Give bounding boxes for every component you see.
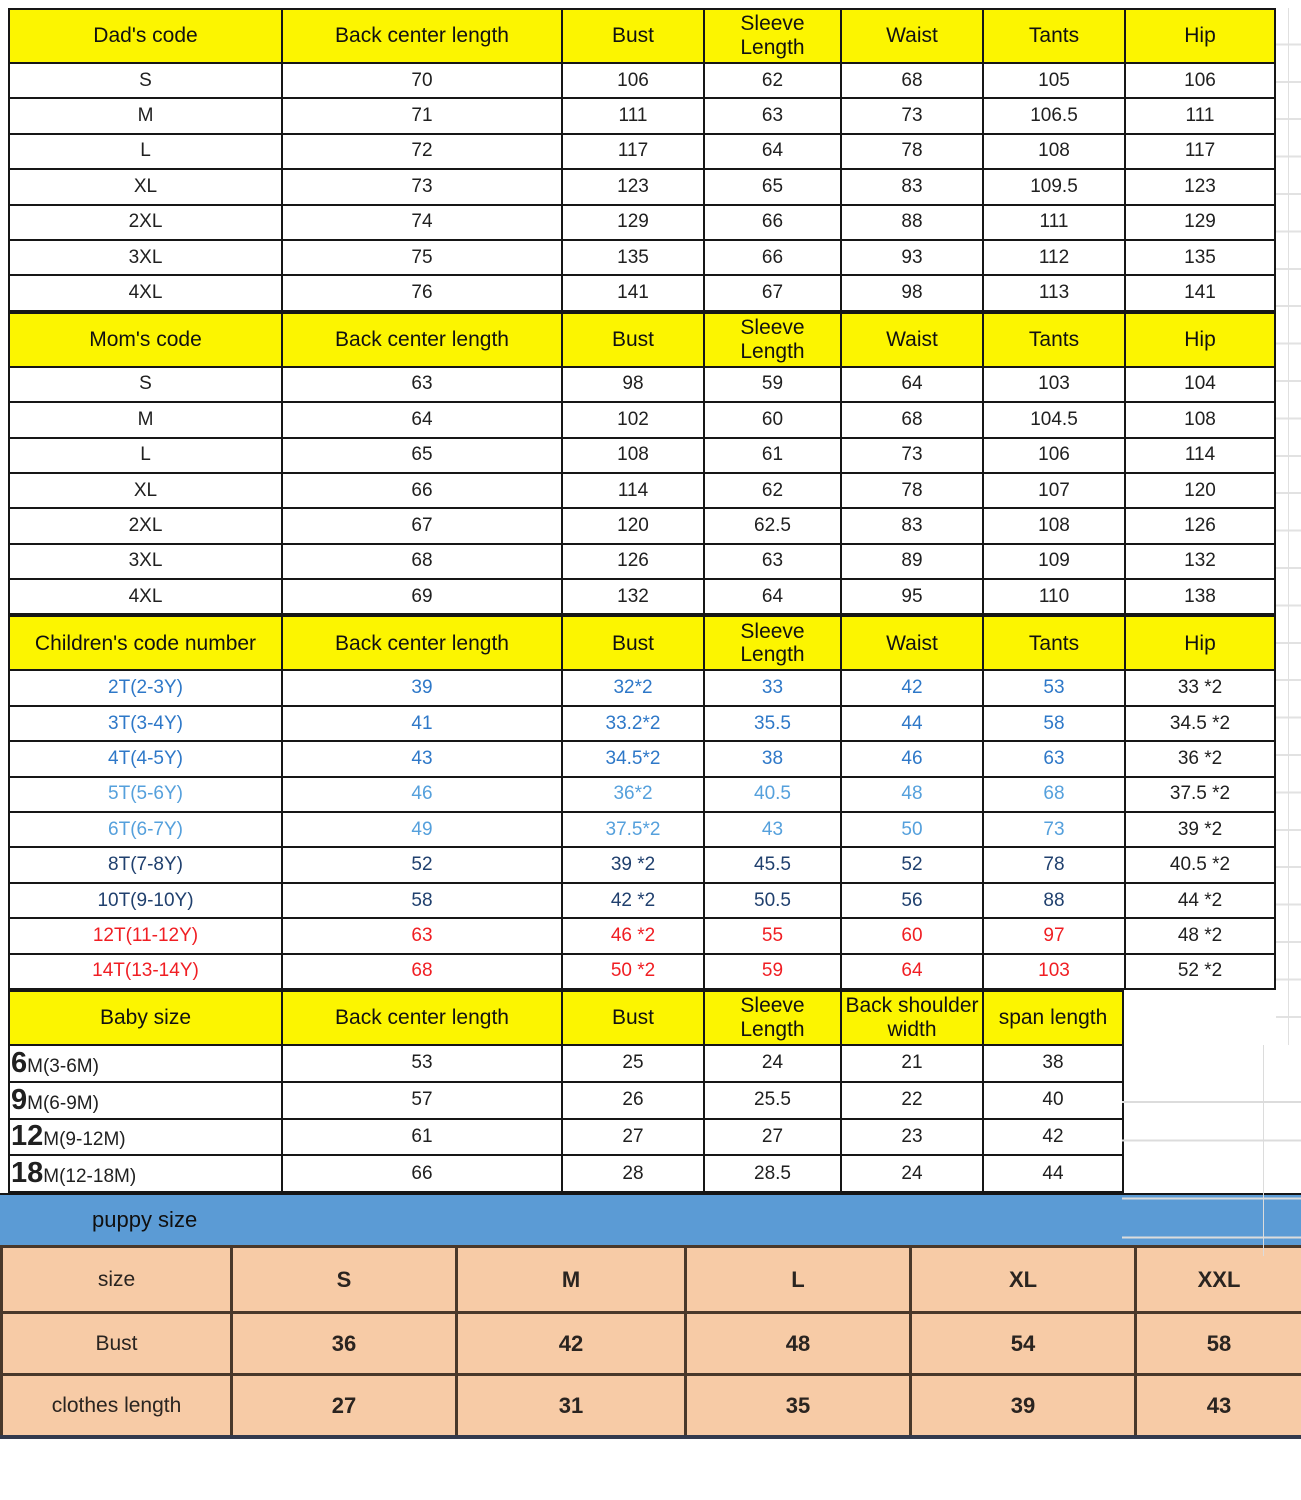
data-cell: 43 xyxy=(1136,1375,1301,1438)
data-cell: 113 xyxy=(983,275,1125,310)
data-cell: 33 xyxy=(704,670,841,705)
data-cell: 109 xyxy=(983,544,1125,579)
data-cell: 40 xyxy=(983,1082,1123,1119)
table-row xyxy=(9,741,1275,776)
data-cell: 42 xyxy=(841,670,983,705)
data-cell: 123 xyxy=(562,169,704,204)
table-row xyxy=(9,847,1275,882)
table-row xyxy=(9,473,1275,508)
data-cell: 57 xyxy=(282,1082,562,1119)
data-cell: 45.5 xyxy=(704,847,841,882)
children-size-table xyxy=(8,615,1276,990)
data-cell: 50.5 xyxy=(704,883,841,918)
data-cell: 35.5 xyxy=(704,706,841,741)
data-cell: 105 xyxy=(983,63,1125,98)
header-cell: Back center length xyxy=(282,9,562,63)
data-cell: 43 xyxy=(282,741,562,776)
spreadsheet-gridlines-right xyxy=(1276,8,1301,1045)
data-cell: 53 xyxy=(282,1045,562,1082)
data-cell: 83 xyxy=(841,169,983,204)
data-cell: 64 xyxy=(704,579,841,614)
data-cell: 75 xyxy=(282,240,562,275)
data-cell: M xyxy=(9,402,282,437)
data-cell: 106 xyxy=(1125,63,1275,98)
data-cell: 73 xyxy=(282,169,562,204)
data-cell: 46 xyxy=(841,741,983,776)
table-row xyxy=(9,579,1275,614)
header-cell: Bust xyxy=(562,991,704,1045)
table-row xyxy=(9,1155,1123,1192)
table-row xyxy=(9,883,1275,918)
data-cell: 123 xyxy=(1125,169,1275,204)
data-cell: 10T(9-10Y) xyxy=(9,883,282,918)
data-cell: 110 xyxy=(983,579,1125,614)
data-cell: 103 xyxy=(983,954,1125,989)
data-cell: 41 xyxy=(282,706,562,741)
data-cell: 120 xyxy=(1125,473,1275,508)
data-cell: 52 xyxy=(841,847,983,882)
table-row xyxy=(9,918,1275,953)
header-cell: Tants xyxy=(983,616,1125,670)
header-cell: Hip xyxy=(1125,616,1275,670)
data-cell: 66 xyxy=(704,205,841,240)
data-cell: 78 xyxy=(841,473,983,508)
data-cell: 83 xyxy=(841,508,983,543)
header-cell: Sleeve Length xyxy=(704,991,841,1045)
data-cell: 106 xyxy=(983,438,1125,473)
data-cell: 38 xyxy=(704,741,841,776)
data-cell: 108 xyxy=(983,508,1125,543)
data-cell: 78 xyxy=(983,847,1125,882)
data-cell: 62 xyxy=(704,473,841,508)
mom-header-row xyxy=(9,313,1275,367)
data-cell: 68 xyxy=(282,954,562,989)
header-cell: Dad's code xyxy=(9,9,282,63)
data-cell: 54 xyxy=(911,1313,1136,1375)
table-row xyxy=(2,1313,1301,1375)
data-cell: 6T(6-7Y) xyxy=(9,812,282,847)
data-cell: 126 xyxy=(1125,508,1275,543)
data-cell: 28 xyxy=(562,1155,704,1192)
table-row xyxy=(9,240,1275,275)
table-row xyxy=(9,98,1275,133)
table-row xyxy=(9,777,1275,812)
data-cell: 28.5 xyxy=(704,1155,841,1192)
table-row xyxy=(9,402,1275,437)
baby-size-table xyxy=(8,990,1124,1193)
puppy-size-band-label: puppy size xyxy=(92,1207,198,1233)
baby-header-row xyxy=(9,991,1123,1045)
data-cell: 59 xyxy=(704,367,841,402)
data-cell: 60 xyxy=(841,918,983,953)
data-cell: 67 xyxy=(704,275,841,310)
header-cell: Bust xyxy=(562,313,704,367)
table-row xyxy=(2,1247,1301,1313)
data-cell: 114 xyxy=(1125,438,1275,473)
table-row xyxy=(9,812,1275,847)
data-cell: 2XL xyxy=(9,205,282,240)
dad-header-row xyxy=(9,9,1275,63)
data-cell: 64 xyxy=(841,954,983,989)
data-cell: 34.5 *2 xyxy=(1125,706,1275,741)
table-row xyxy=(9,367,1275,402)
data-cell: 49 xyxy=(282,812,562,847)
data-cell: L xyxy=(686,1247,911,1313)
data-cell: 25 xyxy=(562,1045,704,1082)
data-cell: 37.5*2 xyxy=(562,812,704,847)
data-cell: 55 xyxy=(704,918,841,953)
data-cell: 129 xyxy=(562,205,704,240)
data-cell: 32*2 xyxy=(562,670,704,705)
dad-size-table xyxy=(8,8,1276,312)
header-cell: Children's code number xyxy=(9,616,282,670)
data-cell: 108 xyxy=(1125,402,1275,437)
table-row xyxy=(9,670,1275,705)
data-cell: 61 xyxy=(704,438,841,473)
data-cell: 44 xyxy=(983,1155,1123,1192)
baby-size-label xyxy=(9,1045,282,1082)
data-cell: 106 xyxy=(562,63,704,98)
baby-size-label xyxy=(9,1155,282,1192)
data-cell: 52 xyxy=(282,847,562,882)
data-cell: 58 xyxy=(282,883,562,918)
data-cell: 3T(3-4Y) xyxy=(9,706,282,741)
data-cell: 108 xyxy=(983,134,1125,169)
header-cell: Tants xyxy=(983,313,1125,367)
baby-size-number: 9 xyxy=(11,1083,28,1116)
header-cell: Bust xyxy=(562,616,704,670)
data-cell: 66 xyxy=(282,1155,562,1192)
data-cell: size xyxy=(2,1247,232,1313)
data-cell: 109.5 xyxy=(983,169,1125,204)
data-cell: 36*2 xyxy=(562,777,704,812)
data-cell: 25.5 xyxy=(704,1082,841,1119)
data-cell: 74 xyxy=(282,205,562,240)
data-cell: 73 xyxy=(841,98,983,133)
data-cell: S xyxy=(9,63,282,98)
data-cell: 68 xyxy=(841,63,983,98)
data-cell: 40.5 *2 xyxy=(1125,847,1275,882)
data-cell: 50 xyxy=(841,812,983,847)
data-cell: 14T(13-14Y) xyxy=(9,954,282,989)
data-cell: XL xyxy=(911,1247,1136,1313)
header-cell: Hip xyxy=(1125,9,1275,63)
header-cell: Back center length xyxy=(282,313,562,367)
data-cell: 111 xyxy=(983,205,1125,240)
data-cell: M xyxy=(9,98,282,133)
data-cell: 27 xyxy=(704,1119,841,1156)
header-cell: Waist xyxy=(841,313,983,367)
data-cell: XL xyxy=(9,473,282,508)
data-cell: 73 xyxy=(983,812,1125,847)
data-cell: 42 xyxy=(983,1119,1123,1156)
data-cell: 59 xyxy=(704,954,841,989)
header-cell: Tants xyxy=(983,9,1125,63)
data-cell: 107 xyxy=(983,473,1125,508)
spreadsheet-gridline-vertical xyxy=(1288,8,1289,1045)
children-header-row xyxy=(9,616,1275,670)
table-row xyxy=(9,1082,1123,1119)
data-cell: 3XL xyxy=(9,544,282,579)
data-cell: 112 xyxy=(983,240,1125,275)
data-cell: 63 xyxy=(282,918,562,953)
data-cell: 35 xyxy=(686,1375,911,1438)
data-cell: 61 xyxy=(282,1119,562,1156)
data-cell: 104 xyxy=(1125,367,1275,402)
data-cell: 40.5 xyxy=(704,777,841,812)
data-cell: 22 xyxy=(841,1082,983,1119)
data-cell: 4XL xyxy=(9,275,282,310)
data-cell: S xyxy=(9,367,282,402)
data-cell: 68 xyxy=(983,777,1125,812)
data-cell: 39 *2 xyxy=(1125,812,1275,847)
data-cell: 71 xyxy=(282,98,562,133)
data-cell: 68 xyxy=(841,402,983,437)
data-cell: 37.5 *2 xyxy=(1125,777,1275,812)
data-cell: 5T(5-6Y) xyxy=(9,777,282,812)
data-cell: 24 xyxy=(841,1155,983,1192)
data-cell: 39 *2 xyxy=(562,847,704,882)
table-row xyxy=(9,544,1275,579)
data-cell: 117 xyxy=(562,134,704,169)
mom-size-table xyxy=(8,312,1276,616)
data-cell: 42 *2 xyxy=(562,883,704,918)
table-row xyxy=(9,508,1275,543)
data-cell: 76 xyxy=(282,275,562,310)
data-cell: M xyxy=(457,1247,686,1313)
data-cell: 89 xyxy=(841,544,983,579)
table-row xyxy=(9,205,1275,240)
data-cell: 102 xyxy=(562,402,704,437)
header-cell: Mom's code xyxy=(9,313,282,367)
data-cell: 48 xyxy=(686,1313,911,1375)
baby-size-range: M(9-12M) xyxy=(43,1129,126,1151)
data-cell: 64 xyxy=(282,402,562,437)
data-cell: 12T(11-12Y) xyxy=(9,918,282,953)
puppy-size-band xyxy=(0,1193,1301,1245)
data-cell: 46 *2 xyxy=(562,918,704,953)
data-cell: 66 xyxy=(704,240,841,275)
baby-size-range: M(6-9M) xyxy=(27,1092,99,1114)
data-cell: 63 xyxy=(704,544,841,579)
data-cell: 33 *2 xyxy=(1125,670,1275,705)
header-cell: Sleeve Length xyxy=(704,313,841,367)
data-cell: XL xyxy=(9,169,282,204)
data-cell: 50 *2 xyxy=(562,954,704,989)
data-cell: 46 xyxy=(282,777,562,812)
data-cell: XXL xyxy=(1136,1247,1301,1313)
data-cell: 129 xyxy=(1125,205,1275,240)
data-cell: 67 xyxy=(282,508,562,543)
data-cell: 52 *2 xyxy=(1125,954,1275,989)
table-row xyxy=(9,169,1275,204)
baby-size-label xyxy=(9,1082,282,1119)
data-cell: 97 xyxy=(983,918,1125,953)
baby-size-number: 6 xyxy=(11,1046,28,1079)
table-row xyxy=(9,63,1275,98)
data-cell: 135 xyxy=(1125,240,1275,275)
data-cell: 44 xyxy=(841,706,983,741)
data-cell: 72 xyxy=(282,134,562,169)
data-cell: 4XL xyxy=(9,579,282,614)
data-cell: 21 xyxy=(841,1045,983,1082)
data-cell: Bust xyxy=(2,1313,232,1375)
data-cell: 36 xyxy=(232,1313,457,1375)
data-cell: 65 xyxy=(282,438,562,473)
header-cell: span length xyxy=(983,991,1123,1045)
data-cell: 132 xyxy=(562,579,704,614)
data-cell: clothes length xyxy=(2,1375,232,1438)
data-cell: 3XL xyxy=(9,240,282,275)
data-cell: L xyxy=(9,134,282,169)
data-cell: 24 xyxy=(704,1045,841,1082)
data-cell: 8T(7-8Y) xyxy=(9,847,282,882)
data-cell: 26 xyxy=(562,1082,704,1119)
data-cell: 27 xyxy=(232,1375,457,1438)
data-cell: 93 xyxy=(841,240,983,275)
data-cell: 66 xyxy=(282,473,562,508)
baby-size-label xyxy=(9,1119,282,1156)
data-cell: 104.5 xyxy=(983,402,1125,437)
table-row xyxy=(9,706,1275,741)
data-cell: 23 xyxy=(841,1119,983,1156)
data-cell: 33.2*2 xyxy=(562,706,704,741)
data-cell: 135 xyxy=(562,240,704,275)
table-row xyxy=(9,1045,1123,1082)
data-cell: 88 xyxy=(841,205,983,240)
data-cell: 65 xyxy=(704,169,841,204)
header-cell: Sleeve Length xyxy=(704,616,841,670)
table-row xyxy=(2,1375,1301,1438)
data-cell: 31 xyxy=(457,1375,686,1438)
data-cell: 64 xyxy=(704,134,841,169)
data-cell: 114 xyxy=(562,473,704,508)
table-row xyxy=(9,275,1275,310)
header-cell: Hip xyxy=(1125,313,1275,367)
table-row xyxy=(9,1119,1123,1156)
data-cell: 38 xyxy=(983,1045,1123,1082)
data-cell: 73 xyxy=(841,438,983,473)
data-cell: 62.5 xyxy=(704,508,841,543)
data-cell: 58 xyxy=(983,706,1125,741)
data-cell: 36 *2 xyxy=(1125,741,1275,776)
data-cell: 4T(4-5Y) xyxy=(9,741,282,776)
header-cell: Back center length xyxy=(282,616,562,670)
data-cell: 2XL xyxy=(9,508,282,543)
data-cell: 48 *2 xyxy=(1125,918,1275,953)
data-cell: 98 xyxy=(841,275,983,310)
data-cell: 120 xyxy=(562,508,704,543)
data-cell: 34.5*2 xyxy=(562,741,704,776)
baby-size-number: 12 xyxy=(11,1120,44,1153)
puppy-size-table xyxy=(0,1245,1301,1439)
header-cell: Waist xyxy=(841,616,983,670)
data-cell: 56 xyxy=(841,883,983,918)
data-cell: 108 xyxy=(562,438,704,473)
data-cell: 111 xyxy=(562,98,704,133)
baby-size-number: 18 xyxy=(11,1157,44,1190)
data-cell: 141 xyxy=(562,275,704,310)
data-cell: 98 xyxy=(562,367,704,402)
header-cell: Back shoulder width xyxy=(841,991,983,1045)
data-cell: 69 xyxy=(282,579,562,614)
table-row xyxy=(9,134,1275,169)
data-cell: 126 xyxy=(562,544,704,579)
data-cell: 70 xyxy=(282,63,562,98)
header-cell: Baby size xyxy=(9,991,282,1045)
data-cell: 62 xyxy=(704,63,841,98)
data-cell: 106.5 xyxy=(983,98,1125,133)
data-cell: 53 xyxy=(983,670,1125,705)
data-cell: L xyxy=(9,438,282,473)
data-cell: 44 *2 xyxy=(1125,883,1275,918)
table-row xyxy=(9,954,1275,989)
baby-size-range: M(3-6M) xyxy=(27,1055,99,1077)
data-cell: 103 xyxy=(983,367,1125,402)
data-cell: 64 xyxy=(841,367,983,402)
data-cell: 117 xyxy=(1125,134,1275,169)
data-cell: 43 xyxy=(704,812,841,847)
data-cell: 132 xyxy=(1125,544,1275,579)
baby-size-range: M(12-18M) xyxy=(43,1166,137,1188)
data-cell: 58 xyxy=(1136,1313,1301,1375)
table-row xyxy=(9,438,1275,473)
data-cell: 63 xyxy=(704,98,841,133)
data-cell: 88 xyxy=(983,883,1125,918)
data-cell: 60 xyxy=(704,402,841,437)
header-cell: Waist xyxy=(841,9,983,63)
data-cell: S xyxy=(232,1247,457,1313)
data-cell: 27 xyxy=(562,1119,704,1156)
data-cell: 42 xyxy=(457,1313,686,1375)
data-cell: 2T(2-3Y) xyxy=(9,670,282,705)
data-cell: 48 xyxy=(841,777,983,812)
data-cell: 138 xyxy=(1125,579,1275,614)
data-cell: 39 xyxy=(911,1375,1136,1438)
data-cell: 68 xyxy=(282,544,562,579)
data-cell: 39 xyxy=(282,670,562,705)
data-cell: 63 xyxy=(983,741,1125,776)
data-cell: 111 xyxy=(1125,98,1275,133)
header-cell: Bust xyxy=(562,9,704,63)
header-cell: Back center length xyxy=(282,991,562,1045)
data-cell: 141 xyxy=(1125,275,1275,310)
header-cell: Sleeve Length xyxy=(704,9,841,63)
data-cell: 78 xyxy=(841,134,983,169)
data-cell: 95 xyxy=(841,579,983,614)
data-cell: 63 xyxy=(282,367,562,402)
